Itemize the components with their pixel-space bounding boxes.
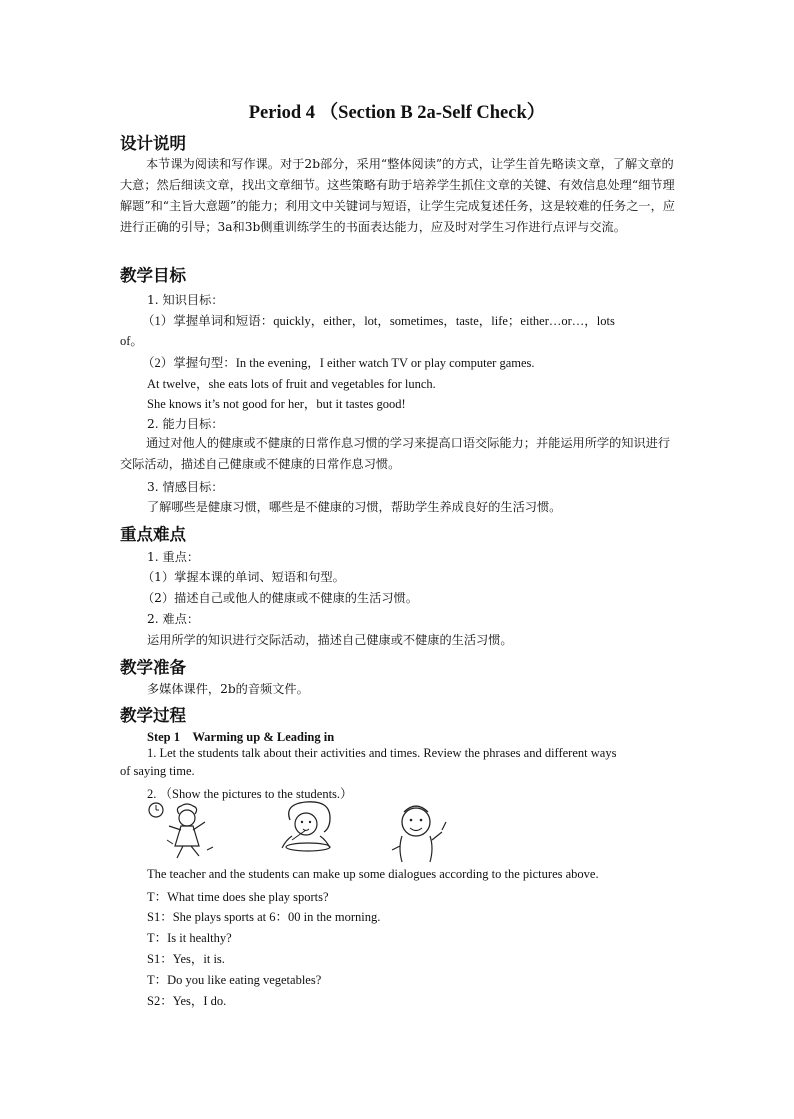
emotion-goal-text: 了解哪些是健康习惯，哪些是不健康的习惯，帮助学生养成良好的生活习惯。 (147, 500, 562, 514)
key-point-2: （2）描述自己或他人的健康或不健康的生活习惯。 (142, 591, 418, 605)
dialogue-line-4: S1：Yes，it is. (147, 952, 225, 966)
knowledge-goal-1-line2: of。 (120, 334, 143, 348)
dialogue-line-1: T：What time does she play sports? (147, 890, 329, 904)
page-title: Period 4 （Section B 2a-Self Check） (248, 103, 546, 123)
step1-item1-line1: 1. Let the students talk about their activities and times. Review the phrases and different ways (147, 746, 617, 760)
ability-goal-text: 通过对他人的健康或不健康的日常作息习惯的学习来提高口语交际能力；并能运用所学的知识进行交际活动，描述自己健康或不健康的日常作息习惯。 (120, 436, 671, 471)
prep-text: 多媒体课件，2b的音频文件。 (147, 682, 309, 696)
ability-goal-label: 2. 能力目标： (147, 417, 224, 431)
woman-eating-illustration (262, 800, 352, 855)
step1-title: Step 1 Warming up & Leading in (147, 730, 335, 744)
design-heading: 设计说明 (120, 134, 186, 153)
knowledge-goal-label: 1. 知识目标： (147, 293, 224, 307)
knowledge-goal-1-line1: （1）掌握单词和短语：quickly，either，lot，sometimes，taste，life；either…or…，lots (142, 314, 615, 328)
design-paragraph: 本节课为阅读和写作课。对于2b部分，采用“整体阅读”的方式，让学生首先略读文章，了解文章的大意；然后细读文章，找出文章细节。这些策略有助于培养学生抓住文章的关键、有效信息处理“细节理解题”和“主旨大意题”的能力；利用文中关键词与短语，让学生完成复述任务，这是较难的任务之一，应进行正确的引导；3a和3b侧重训练学生的书面表达能力，应及时对学生习作进行点评与交流。 (120, 157, 675, 234)
knowledge-goal-2: （2）掌握句型：In the evening，I either watch TV or play computer games. (142, 356, 535, 370)
emotion-goal-label: 3. 情感目标： (147, 480, 224, 494)
dialogue-line-3: T：Is it healthy? (147, 931, 232, 945)
difficulty-label: 2. 难点： (147, 612, 200, 626)
key-label: 1. 重点： (147, 550, 200, 564)
step1-item2: 2. （Show the pictures to the students.） (147, 787, 353, 801)
dialogue-intro: The teacher and the students can make up some dialogues according to the pictures above. (147, 867, 599, 881)
dialogue-line-6: S2：Yes，I do. (147, 994, 227, 1008)
process-heading: 教学过程 (120, 706, 186, 725)
girl-exercising-illustration (147, 800, 227, 865)
difficulty-text: 运用所学的知识进行交际活动，描述自己健康或不健康的生活习惯。 (147, 633, 513, 647)
dialogue-line-5: T：Do you like eating vegetables? (147, 973, 322, 987)
goals-heading: 教学目标 (120, 266, 186, 285)
step1-item1-line2: of saying time. (120, 764, 195, 778)
keypoints-heading: 重点难点 (120, 525, 186, 544)
dialogue-line-2: S1：She plays sports at 6：00 in the morning. (147, 910, 381, 924)
sentence-pattern-1: At twelve，she eats lots of fruit and vegetables for lunch. (147, 377, 436, 391)
sentence-pattern-2: She knows it’s not good for her，but it tastes good! (147, 397, 406, 411)
boy-eating-illustration (382, 800, 452, 865)
prep-heading: 教学准备 (120, 658, 186, 677)
key-point-1: （1）掌握本课的单词、短语和句型。 (142, 570, 345, 584)
